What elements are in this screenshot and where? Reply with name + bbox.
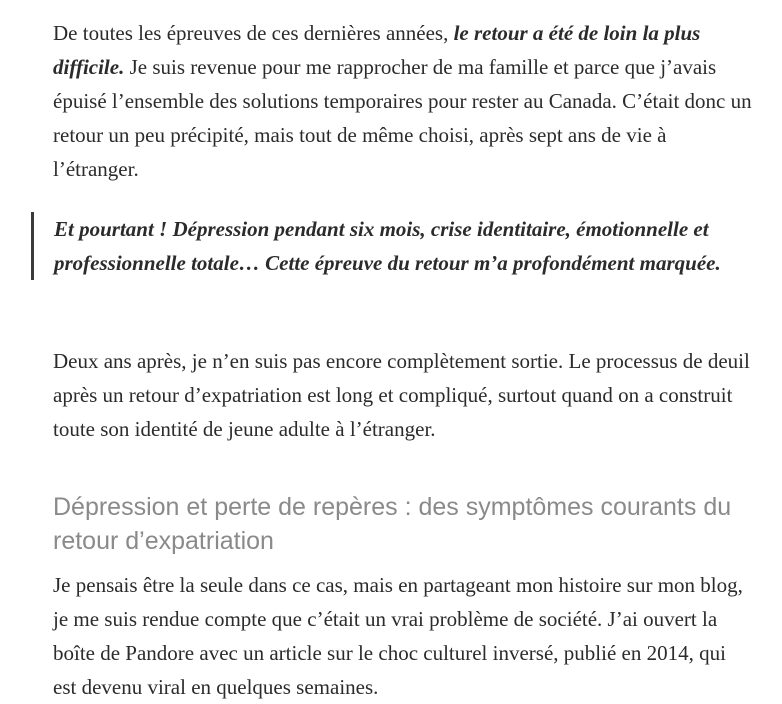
paragraph-intro — [53, 16, 753, 186]
paragraph-intro-emphasis: le retour a été de loin la plus difficile. — [53, 21, 701, 79]
paragraph-intro-text-end: Je suis revenue pour me rapprocher de ma famille et parce que j’avais épuisé l’ensemble des solutions temporaires pour rester au Canada. C’était donc un retour un peu précipité, mais tout de même choisi, après sept ans de vie à l’étranger. — [53, 55, 752, 181]
paragraph-three: Je pensais être la seule dans ce cas, mais en partageant mon histoire sur mon blog, je me suis rendue compte que c’était un vrai problème de société. J’ai ouvert la boîte de Pandore avec un article sur le choc culturel inversé, publié en 2014, qui est devenu viral en quelques semaines. — [53, 573, 743, 699]
pull-quote: Et pourtant ! Dépression pendant six mois, crise identitaire, émotionnelle et professionnelle totale… Cette épreuve du retour m’a profondément marquée. — [31, 212, 774, 280]
paragraph-two: Deux ans après, je n’en suis pas encore complètement sortie. Le processus de deuil après un retour d’expatriation est long et compliqué, surtout quand on a construit toute son identité de jeune adulte à l’étranger. — [53, 349, 750, 441]
section-heading: Dépression et perte de repères : des symptômes courants du retour d’expatriation — [53, 493, 732, 555]
paragraph-intro-text-start: De toutes les épreuves de ces dernières années, — [53, 21, 454, 45]
